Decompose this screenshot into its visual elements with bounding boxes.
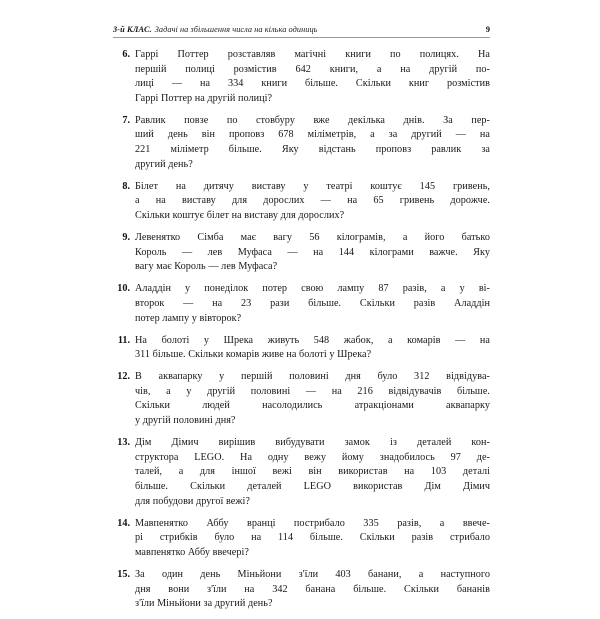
problem-text-line: ший день він проповз 678 міліметрів, а за другий — на [135,129,490,141]
problem-text-line: Скільки людей насолодились атракціонами аквапарку [135,400,490,412]
problem-text-line: більше. Скільки деталей LEGO використав Дім Дімич [135,480,490,492]
problem-number: 13. [117,437,130,449]
problem-item [113,282,490,326]
problem-text-line: Гаррі Поттер на другій полиці? [135,92,273,104]
problem-text-line: Дім Дімич вирішив вибудувати замок із деталей кон- [135,437,490,449]
problem-text-line: потер лампу у вівторок? [135,312,242,324]
problem-number: 7. [122,114,130,126]
page-number: 9 [485,24,490,34]
problem-text-line: рі стрибків було на 114 більше. Скільки разів стрибало [135,532,490,544]
problem-number: 11. [117,334,130,346]
problem-number: 15. [117,568,130,580]
problem-item [113,180,490,224]
problem-text [135,114,490,172]
problem-item [113,517,490,561]
problem-text-line: Білет на дитячу виставу у театрі коштує 145 гривень, [135,180,490,192]
problem-text-line: талей, а для іншої вежі він використав на 103 деталі [135,466,490,478]
problem-text [135,436,490,509]
problem-text-line: дня вони з'їли на 342 банана більше. Скільки бананів [135,583,490,595]
problem-text [135,48,490,106]
problem-number: 9. [122,232,130,244]
problem-text-line: другий день? [135,158,193,170]
problem-item [113,436,490,509]
problem-item [113,48,490,106]
problem-number: 12. [117,371,130,383]
problem-text-line: структора LEGO. На одну вежу йому знадобилось 97 де- [135,451,490,463]
problem-item [113,568,490,612]
problem-text [135,568,490,612]
problem-text-line: За один день Міньйони з'їли 403 банани, а наступного [135,568,490,580]
problem-text-line: для побудови другої вежі? [135,495,250,507]
problem-text-line: На болоті у Шрека живуть 548 жабок, а комарів — на [135,334,490,346]
problem-number: 14. [117,517,130,529]
problem-item [113,370,490,428]
problem-text [135,334,490,363]
problem-text-line: В аквапарку у першій половині дня було 312 відвідува- [135,371,490,383]
problem-text [135,370,490,428]
problem-text-line: Мавпенятко Аббу вранці пострибало 335 разів, а ввече- [135,517,490,529]
problem-text-line: Равлик повзе по стовбуру вже декілька днів. За пер- [135,114,490,126]
problem-text-line: Аладдін у понеділок потер свою лампу 87 разів, а у ві- [135,283,490,295]
problem-text [135,517,490,561]
problem-item [113,231,490,275]
running-head-class: 3-й КЛАС. [113,25,152,34]
problem-text-line: у другій половині дня? [135,415,236,427]
problem-text-line: второк — на 23 рази більше. Скільки разів Аладдін [135,297,490,309]
problem-text-line: першій полиці розмістив 642 книги, а на другій по- [135,63,490,75]
problem-item [113,114,490,172]
problem-text-line: Король — лев Муфаса — на 144 кілограми важче. Яку [135,246,490,258]
problem-text-line: Скільки коштує білет на виставу для дорослих? [135,209,345,221]
problem-number: 6. [122,49,130,60]
problem-text-line: лиці — на 334 книги більше. Скільки книг розмістив [135,78,490,90]
problem-text-line: Гаррі Поттер розставляв магічні книги по полицях. На [135,49,490,60]
problem-text-line: Левенятко Сімба має вагу 56 кілограмів, а його батько [135,232,490,244]
problem-text-line: вагу має Король — лев Муфаса? [135,261,278,273]
running-head [113,24,490,38]
problem-text-line: 311 більше. Скільки комарів живе на болоті у Шрека? [135,349,372,361]
problem-text [135,231,490,275]
problem-text-line: 221 міліметр більше. Яку відстань проповз равлик за [135,144,490,156]
running-head-text [113,25,317,34]
problem-number: 8. [122,180,130,192]
problem-text [135,180,490,224]
problem-number: 10. [117,283,130,295]
problem-text [135,282,490,326]
problem-text-line: а на виставу для дорослих — на 65 гривень дорожче. [135,195,490,207]
problem-text-line: чів, а у другій половині — на 216 відвідувачів більше. [135,385,490,397]
running-head-topic: Задачі на збільшення числа на кілька одиниць [154,25,318,34]
problem-text-line: мавпенятко Аббу ввечері? [135,546,249,558]
problem-text-line: з'їли Міньйони за другий день? [135,598,273,610]
problem-list [113,48,490,619]
problem-item [113,334,490,363]
